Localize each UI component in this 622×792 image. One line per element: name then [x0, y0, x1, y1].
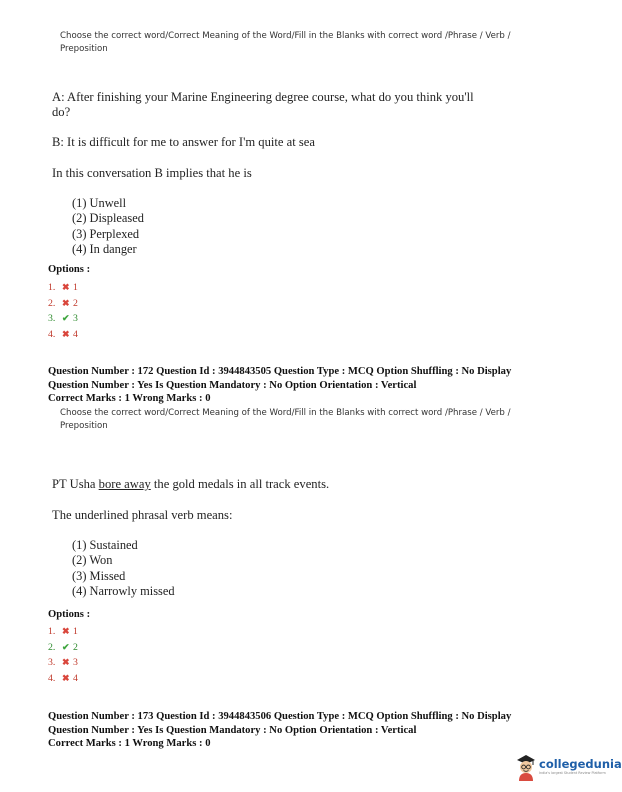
speaker-b-line: B: It is difficult for me to answer for I'm quite at sea — [52, 135, 315, 149]
choice-item: (2) Displeased — [72, 211, 144, 226]
question-meta-line: Correct Marks : 1 Wrong Marks : 0 — [48, 393, 211, 405]
question-text — [52, 90, 522, 120]
choice-item: (2) Won — [72, 553, 113, 568]
sentence-part: the gold medals in all track events. — [150, 477, 330, 491]
options-label: Options : — [48, 264, 91, 275]
options-list — [48, 280, 78, 342]
question-prompt: The underlined phrasal verb means: — [52, 508, 233, 522]
option-number: 4. — [48, 672, 56, 684]
choice-list — [72, 538, 175, 599]
option-value: 2 — [73, 297, 78, 309]
cross-icon: ✖ — [62, 657, 70, 668]
choice-item: (3) Perplexed — [72, 226, 140, 241]
choice-item: (4) Narrowly missed — [72, 583, 175, 598]
question-meta-line: Question Number : 173 Question Id : 3944843506 Question Type : MCQ Option Shuffling : No Display — [48, 711, 512, 722]
option-number: 4. — [48, 328, 56, 340]
question-meta — [48, 710, 511, 751]
option-number: 1. — [48, 282, 56, 293]
option-value: 3 — [73, 313, 78, 325]
question-sentence — [52, 477, 329, 492]
student-avatar-icon — [515, 751, 537, 781]
choice-item: (1) Sustained — [72, 538, 138, 552]
options-list — [48, 624, 78, 686]
option-item — [48, 655, 78, 671]
question-prompt: In this conversation B implies that he is — [52, 166, 252, 180]
options-label: Options : — [48, 609, 91, 620]
instruction-text: Choose the correct word/Correct Meaning of the Word/Fill in the Blanks with correct word /Phrase / Verb / Preposition — [60, 408, 511, 431]
option-number: 1. — [48, 626, 56, 637]
option-value: 3 — [73, 657, 78, 669]
speaker-a-line: A: After finishing your Marine Engineering degree course, what do you think you'll — [52, 90, 474, 104]
brand-name: collegedunia — [539, 757, 622, 771]
option-item — [48, 327, 78, 343]
watermark-logo — [515, 751, 622, 781]
question-meta-line: Question Number : Yes Is Question Mandatory : No Option Orientation : Vertical — [48, 724, 417, 736]
cross-icon: ✖ — [62, 297, 70, 308]
option-item — [48, 624, 78, 640]
choice-item: (4) In danger — [72, 241, 137, 256]
cross-icon: ✖ — [62, 672, 70, 683]
option-number: 3. — [48, 313, 56, 325]
question-meta — [48, 365, 511, 406]
instruction-text: Choose the correct word/Correct Meaning of the Word/Fill in the Blanks with correct word /Phrase / Verb / Preposition — [60, 31, 511, 54]
sentence-part: PT Usha — [52, 477, 99, 491]
cross-icon: ✖ — [62, 626, 70, 636]
option-value: 1 — [73, 626, 78, 637]
question-meta-line: Question Number : Yes Is Question Mandatory : No Option Orientation : Vertical — [48, 379, 417, 391]
option-number: 3. — [48, 657, 56, 669]
option-value: 4 — [73, 328, 78, 340]
option-item — [48, 296, 78, 312]
choice-item: (3) Missed — [72, 568, 126, 583]
cross-icon: ✖ — [62, 328, 70, 339]
brand-tagline: India's largest Student Review Platform — [539, 771, 606, 775]
option-item-correct — [48, 640, 78, 656]
option-item-correct — [48, 311, 78, 327]
option-item — [48, 280, 78, 296]
speaker-a-line-cont: do? — [52, 105, 71, 119]
option-item — [48, 671, 78, 687]
check-icon: ✔ — [62, 641, 70, 652]
option-value: 2 — [73, 641, 78, 653]
option-value: 4 — [73, 672, 78, 684]
question-meta-line: Question Number : 172 Question Id : 3944843505 Question Type : MCQ Option Shuffling : No Display — [48, 366, 512, 377]
cross-icon: ✖ — [62, 282, 70, 292]
option-number: 2. — [48, 641, 56, 653]
watermark-text — [539, 757, 622, 775]
choice-list — [72, 196, 144, 257]
option-value: 1 — [73, 282, 78, 293]
question-meta-line: Correct Marks : 1 Wrong Marks : 0 — [48, 738, 211, 750]
choice-item: (1) Unwell — [72, 196, 127, 210]
option-number: 2. — [48, 297, 56, 309]
underlined-phrase: bore away — [98, 477, 151, 491]
check-icon: ✔ — [62, 313, 70, 324]
